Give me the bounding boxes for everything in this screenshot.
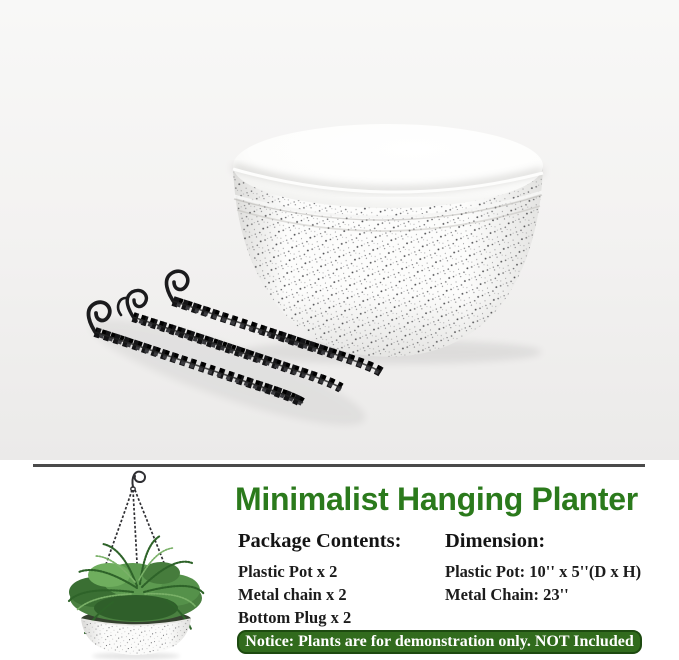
- dimension-item: Plastic Pot: 10'' x 5''(D x H): [445, 562, 642, 581]
- package-item: Metal chain x 2: [238, 585, 347, 604]
- pot-interior: [233, 124, 543, 208]
- dimension-section: [445, 529, 675, 606]
- notice-banner: Notice: Plants are for demonstration only. NOT Included: [237, 630, 642, 654]
- product-title: Minimalist Hanging Planter: [235, 481, 638, 517]
- package-item: Plastic Pot x 2: [238, 562, 338, 581]
- assembled-hanging-planter-photo: [33, 468, 228, 660]
- dimension-heading: Dimension:: [445, 530, 546, 552]
- dimension-list: [445, 560, 675, 606]
- package-contents-section: [238, 529, 438, 629]
- package-contents-list: [238, 560, 438, 629]
- package-contents-heading: Package Contents:: [238, 530, 402, 552]
- divider-line: [33, 464, 645, 467]
- package-item: Bottom Plug x 2: [238, 608, 352, 627]
- hanging-planter-thumbnail: [33, 468, 228, 660]
- dimension-item: Metal Chain: 23'': [445, 585, 569, 604]
